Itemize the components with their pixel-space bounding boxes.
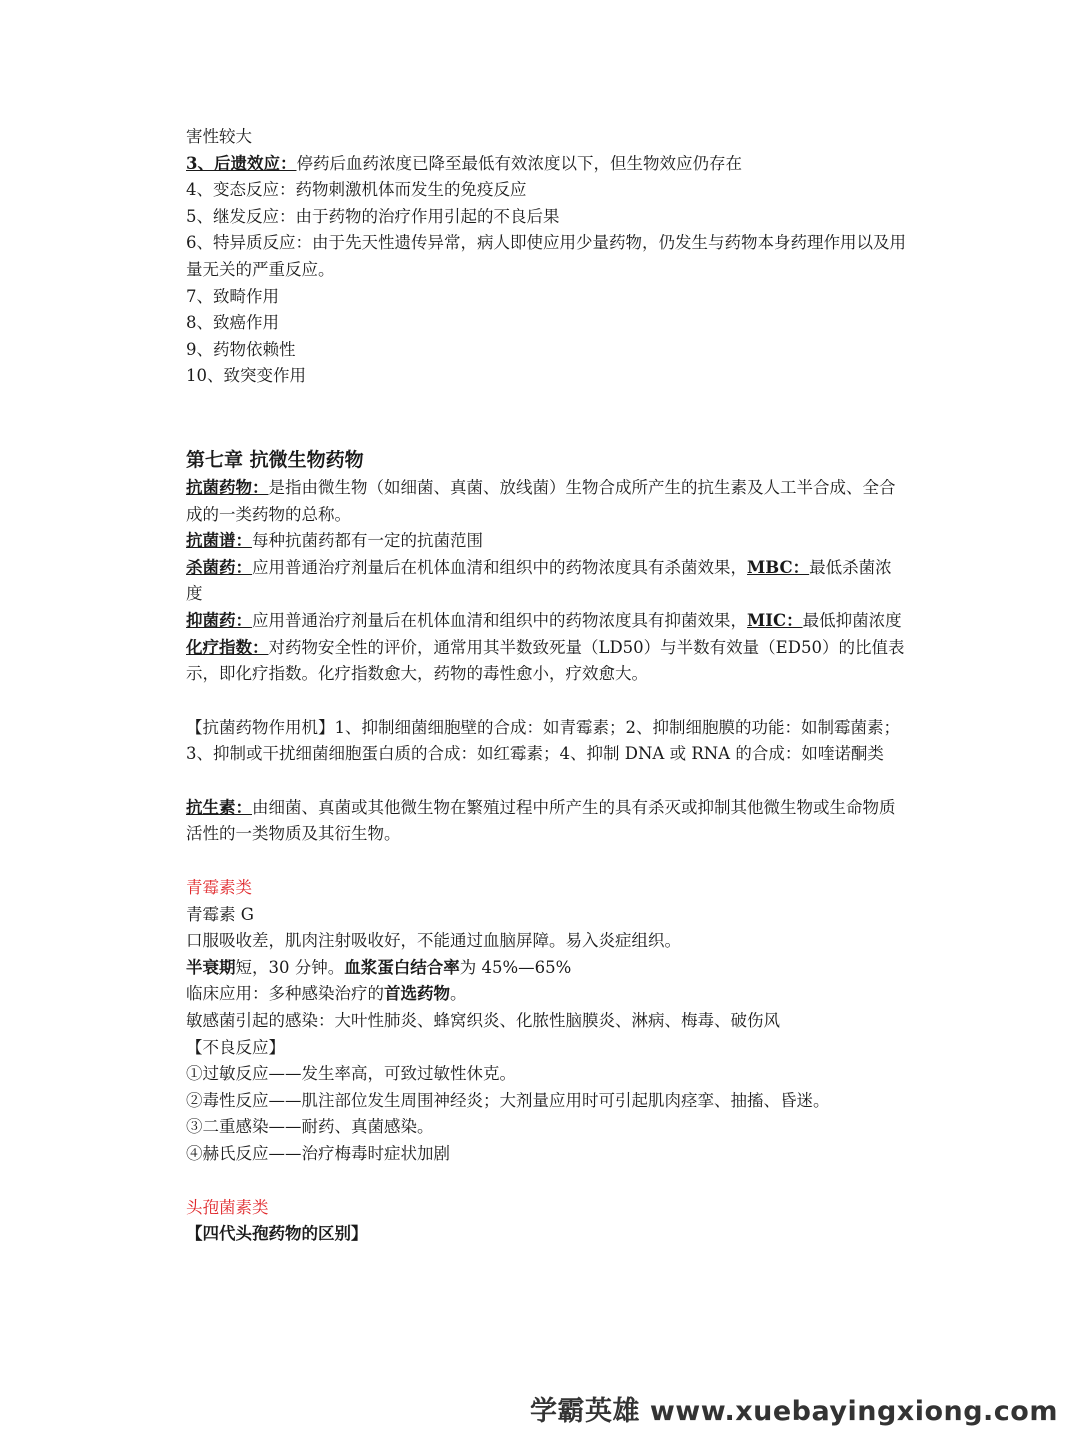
text: 临床应用：多种感染治疗的 bbox=[186, 984, 384, 1004]
term: 抗菌药物： bbox=[186, 477, 269, 497]
definition-antibacterial bbox=[186, 475, 906, 528]
term: 半衰期 bbox=[186, 957, 236, 977]
definition-spectrum bbox=[186, 528, 906, 555]
definition-antibiotic bbox=[186, 795, 906, 848]
term-definition: 应用普通治疗剂量后在机体血清和组织中的药物浓度具有杀菌效果， bbox=[252, 557, 747, 577]
term: 抗菌谱： bbox=[186, 531, 252, 551]
term-definition: 每种抗菌药都有一定的抗菌范围 bbox=[252, 531, 483, 551]
pharmacokinetics-line bbox=[186, 955, 906, 982]
watermark: 学霸英雄 www.xuebayingxiong.com bbox=[529, 1396, 1058, 1427]
clinical-use-line bbox=[186, 981, 906, 1008]
term-definition: 最低抑菌浓度 bbox=[802, 610, 902, 630]
list-item: 8、致癌作用 bbox=[186, 313, 279, 333]
term-mbc: MBC： bbox=[747, 557, 810, 577]
list-item: 10、致突变作用 bbox=[186, 366, 306, 386]
section-heading-cephalosporin: 头孢菌素类 bbox=[186, 1197, 269, 1217]
infections-line: 敏感菌引起的感染：大叶性肺炎、蜂窝织炎、化脓性脑膜炎、淋病、梅毒、破伤风 bbox=[186, 1011, 780, 1031]
definition-bactericidal bbox=[186, 555, 906, 608]
adverse-reactions-title: 【不良反应】 bbox=[186, 1037, 285, 1057]
term: 抗生素： bbox=[186, 797, 252, 817]
term: 抑菌药： bbox=[186, 610, 252, 630]
term: 血浆蛋白结合率 bbox=[344, 957, 460, 977]
list-item bbox=[186, 151, 906, 178]
adverse-item: ②毒性反应——肌注部位发生周围神经炎；大剂量应用时可引起肌肉痉挛、抽搐、昏迷。 bbox=[186, 1090, 830, 1110]
term-definition: 由细菌、真菌或其他微生物在繁殖过程中所产生的具有杀灭或抑制其他微生物或生命物质活性的一类物质及其衍生物。 bbox=[186, 797, 896, 844]
term-definition: 对药物安全性的评价，通常用其半数致死量（LD50）与半数有效量（ED50）的比值表示，即化疗指数。化疗指数愈大，药物的毒性愈小，疗效愈大。 bbox=[186, 637, 905, 684]
list-item: 6、特异质反应：由于先天性遗传异常，病人即使应用少量药物，仍发生与药物本身药理作用以及用量无关的严重反应。 bbox=[186, 233, 906, 279]
text-line: 害性较大 bbox=[186, 127, 252, 146]
term-definition: 是指由微生物（如细菌、真菌、放线菌）生物合成所产生的抗生素及人工半合成、全合成的一类药物的总称。 bbox=[186, 477, 896, 524]
absorption-text: 口服吸收差，肌肉注射吸收好，不能通过血脑屏障。易入炎症组织。 bbox=[186, 931, 681, 951]
adverse-item: ③二重感染——耐药、真菌感染。 bbox=[186, 1117, 434, 1137]
adverse-item: ④赫氏反应——治疗梅毒时症状加剧 bbox=[186, 1144, 450, 1163]
adverse-item: ①过敏反应——发生率高，可致过敏性休克。 bbox=[186, 1064, 516, 1084]
cephalosporin-subtitle: 【四代头孢药物的区别】 bbox=[186, 1224, 368, 1244]
list-item: 4、变态反应：药物刺激机体而发生的免疫反应 bbox=[186, 180, 527, 200]
definition-therapeutic-index bbox=[186, 635, 906, 688]
definition-bacteriostatic bbox=[186, 608, 906, 635]
document-page bbox=[186, 124, 906, 1248]
mechanism-paragraph: 【抗菌药物作用机】1、抑制细菌细胞壁的合成：如青霉素；2、抑制细胞膜的功能：如制霉菌素；3、抑制或干扰细菌细胞蛋白质的合成：如红霉素；4、抑制 DNA 或 RNA 的合成：如喹诺酮类 bbox=[186, 717, 900, 764]
drug-name: 青霉素 G bbox=[186, 904, 254, 924]
term-residual-effect: 3、后遗效应： bbox=[186, 153, 297, 173]
term: 化疗指数： bbox=[186, 637, 269, 657]
term: 杀菌药： bbox=[186, 557, 252, 577]
term-definition: 应用普通治疗剂量后在机体血清和组织中的药物浓度具有抑菌效果， bbox=[252, 610, 747, 630]
text: 。 bbox=[450, 984, 467, 1004]
list-item: 7、致畸作用 bbox=[186, 286, 279, 306]
text: 短，30 分钟。 bbox=[235, 957, 345, 977]
text: 为 45%—65% bbox=[459, 957, 572, 977]
list-item: 9、药物依赖性 bbox=[186, 339, 296, 359]
term-definition: 停药后血药浓度已降至最低有效浓度以下，但生物效应仍存在 bbox=[296, 153, 742, 173]
chapter-title: 第七章 抗微生物药物 bbox=[186, 448, 364, 471]
term: 首选药物 bbox=[384, 984, 450, 1004]
list-item: 5、继发反应：由于药物的治疗作用引起的不良后果 bbox=[186, 206, 560, 226]
term-definition: 最低杀菌浓度 bbox=[186, 557, 892, 604]
section-heading-penicillin: 青霉素类 bbox=[186, 878, 252, 898]
term-mic: MIC： bbox=[747, 610, 803, 630]
